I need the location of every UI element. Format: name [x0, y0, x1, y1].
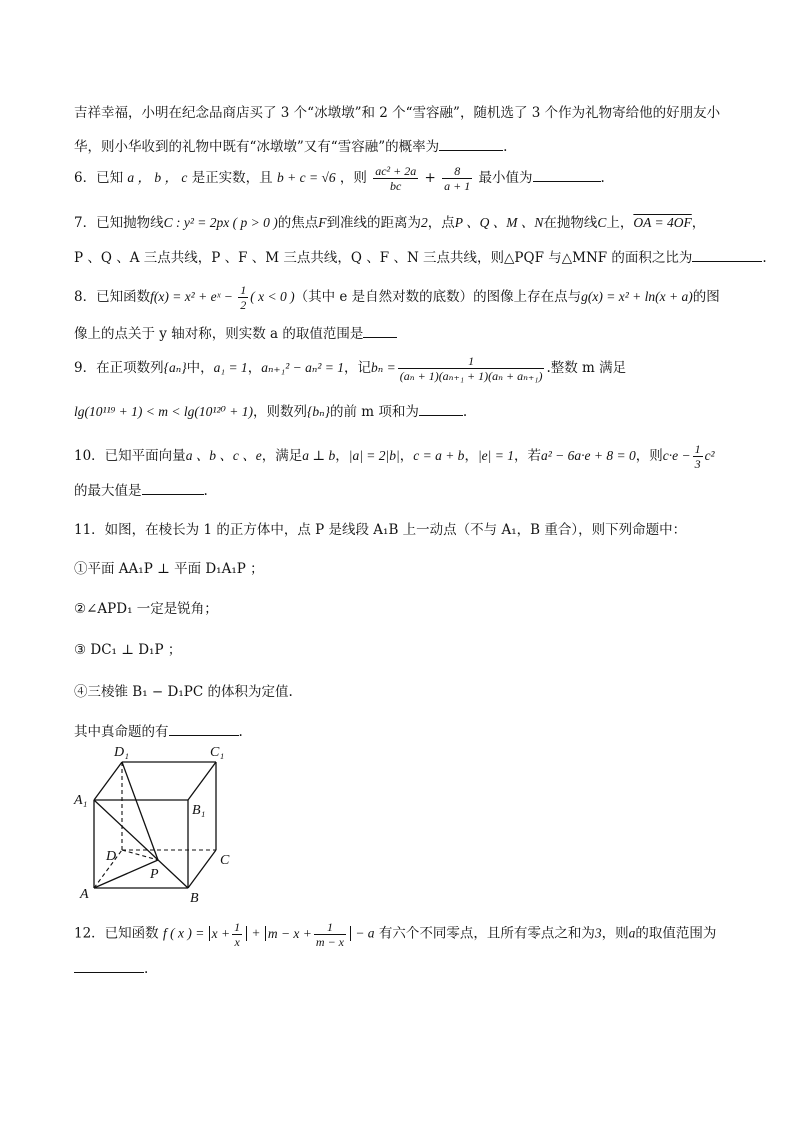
problem-11-question: 其中真命题的有 .	[74, 724, 243, 740]
problem-8-line-1: 8．已知函数f(x) = x² + eˣ − $\frac{1}{2}$ ( x < 0 )（其中 e 是自然对数的底数）的图像上存在点与g(x) = x² + ln(x + a)的图	[74, 283, 720, 312]
label-a: A	[80, 887, 89, 902]
edge-b1c1	[188, 762, 216, 800]
problem-7-line-1: 7．已知抛物线C : y² = 2px ( p > 0 )的焦点F到准线的距离为2，点P 、Q 、M 、N在抛物线C上，OA = 4OF，	[74, 215, 706, 231]
fraction: $\frac{1}{m - x}$	[315, 920, 345, 949]
label-b1: B₁	[192, 803, 206, 818]
fraction: $\frac{8}{a + 1}$	[444, 164, 471, 193]
label-p: P	[150, 867, 159, 882]
label-c1: C₁	[210, 745, 225, 760]
answer-blank	[142, 482, 204, 495]
problem-12-line-2: .	[74, 960, 148, 977]
label-d1: D₁	[114, 745, 129, 760]
fraction: $\frac{1}{x}$	[234, 920, 241, 949]
problem-11-item-4: ④三棱锥 B₁ − D₁PC 的体积为定值.	[74, 684, 293, 700]
answer-blank	[363, 325, 397, 338]
answer-blank	[74, 960, 144, 973]
cube-figure	[70, 742, 240, 904]
label-a1: A₁	[74, 793, 88, 808]
segment-ap	[94, 860, 158, 888]
answer-blank	[533, 169, 601, 182]
problem-11-item-3: ③ DC₁ ⊥ D₁P ；	[74, 642, 182, 658]
problem-8-line-2: 像上的点关于 y 轴对称，则实数 a 的取值范围是	[74, 322, 397, 342]
problem-11-stem: 11．如图，在棱长为 1 的正方体中，点 P 是线段 A₁B 上一动点（不与 A₁，B 重合），则下列命题中：	[74, 522, 687, 538]
label-b: B	[190, 891, 199, 904]
edge-a1d1	[94, 762, 122, 800]
problem-10-line-1: 10．已知平面向量a 、b 、c 、e，满足a ⊥ b，|a| = 2|b|，c = a + b，|e| = 1，若a² − 6a·e + 8 = 0，则c·e − $\frac{1}{3}$ c²	[74, 442, 715, 471]
problem-11-item-1: ①平面 AA₁P ⊥ 平面 D₁A₁P ；	[74, 561, 264, 577]
answer-blank	[692, 249, 762, 262]
fraction: $\frac{1}{2}$	[240, 283, 247, 312]
problem-9-line-2: lg(10¹¹⁹ + 1) < m < lg(10¹²⁰ + 1)，则数列{bₙ}的前 m 项和为 .	[74, 404, 468, 420]
problem-10-line-2: 的最大值是 .	[74, 483, 208, 499]
problem-7-line-2: P 、Q 、A 三点共线，P 、F 、M 三点共线，Q 、F 、N 三点共线，则△PQF 与△MNF 的面积之比为 .	[74, 250, 767, 266]
problem-5-line-2: 华，则小华收到的礼物中既有“冰墩墩”又有“雪容融”的概率为 .	[74, 139, 508, 155]
problem-5-line-1: 吉祥幸福，小明在纪念品商店买了 3 个“冰墩墩”和 2 个“雪容融”，随机选了 3 个作为礼物寄给他的好朋友小	[74, 105, 721, 121]
problem-6: 6．已知 a ， b ， c 是正实数，且 b + c = √6 ，则 $\frac{\text{ac² + 2a}}{bc}$ + $\frac{8}{a + 1}$ 最小值为 .	[74, 164, 605, 193]
answer-blank	[169, 723, 239, 736]
fraction: $\frac{1}{3}$	[694, 442, 701, 471]
problem-12-line-1: 12．已知函数 f ( x ) = x + $\frac{1}{x}$ + m − x + $\frac{1}{m - x}$ − a 有六个不同零点，且所有零点之和为3，则a的取值范围为	[74, 920, 717, 949]
problem-9-line-1: 9．在正项数列{aₙ}中，a₁ = 1，aₙ₊₁² − aₙ² = 1，记bₙ = $\frac{1}{\text{(aₙ + 1)(aₙ₊₁ + 1)(aₙ + aₙ₊₁)}}$ .整数 m 满足	[74, 354, 627, 383]
answer-blank	[439, 138, 503, 151]
fraction: $\frac{\text{ac² + 2a}}{bc}$	[375, 164, 417, 193]
absolute-value: x + $\frac{1}{x}$	[209, 926, 247, 941]
label-d: D	[106, 849, 117, 864]
edge-bc	[188, 850, 216, 888]
label-c: C	[220, 853, 230, 868]
segment-pd1	[122, 762, 158, 860]
fraction: $\frac{1}{\text{(aₙ + 1)(aₙ₊₁ + 1)(aₙ + aₙ₊₁)}}$	[399, 354, 543, 383]
problem-11-item-2: ②∠APD₁ 一定是锐角；	[74, 601, 218, 617]
absolute-value: m − x + $\frac{1}{m - x}$	[265, 926, 351, 941]
answer-blank	[419, 403, 463, 416]
